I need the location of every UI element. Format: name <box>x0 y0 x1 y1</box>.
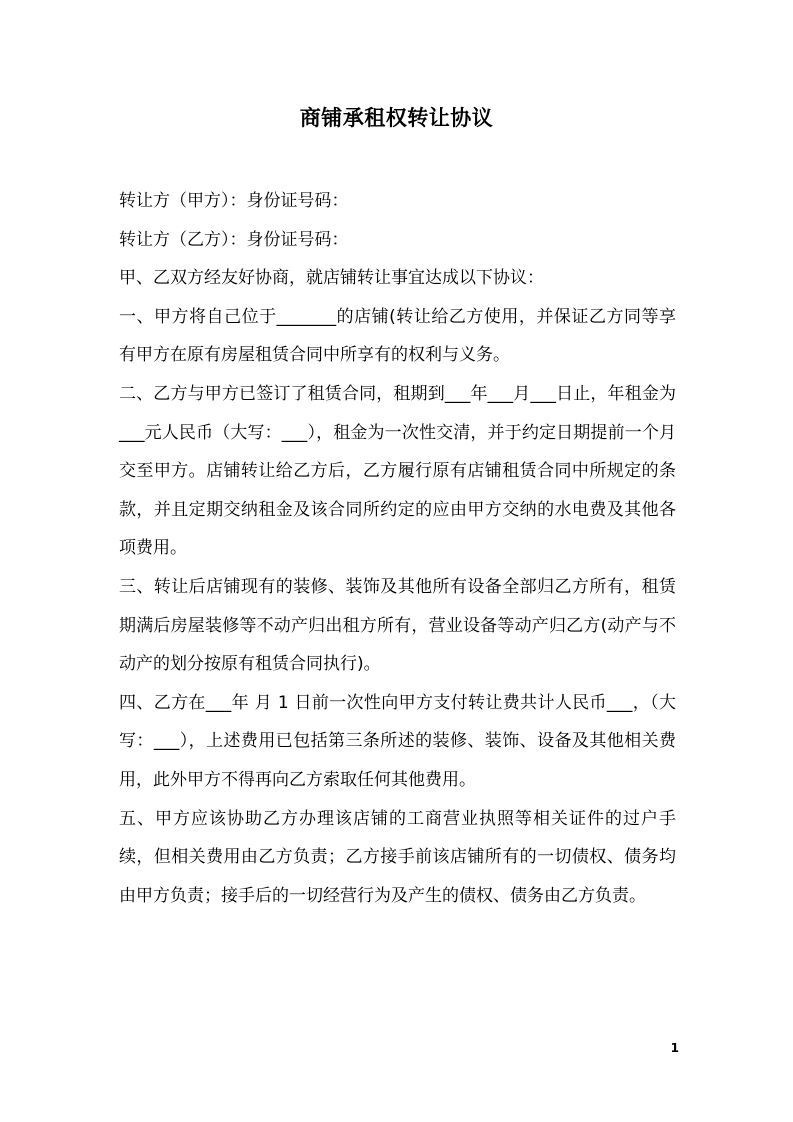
document-body <box>119 182 676 915</box>
party-a-line: 转让方（甲方）：身份证号码： <box>119 191 349 211</box>
document-title: 商铺承租权转让协议 <box>299 106 494 130</box>
party-b-line: 转让方（乙方）：身份证号码： <box>119 229 349 250</box>
clause-3: 三、转让后店铺现有的装修、装饰及其他所有设备全部归乙方所有，租赁期满后房屋装修等不动产归出租方所有，营业设备等动产归乙方(动产与不动产的划分按原有租赁合同执行)。 <box>119 576 676 675</box>
agreement-intro: 甲、乙双方经友好协商，就店铺转让事宜达成以下协议： <box>119 268 544 289</box>
clause-5: 五、甲方应该协助乙方办理该店铺的工商营业执照等相关证件的过户手续，但相关费用由乙方负责；乙方接手前该店铺所有的一切债权、债务均由甲方负责；接手后的一切经营行为及产生的债权、债务由乙方负责。 <box>119 808 676 906</box>
clause-2: 二、乙方与甲方已签订了租赁合同，租期到___年___月___日止，年租金为___元人民币（大写：___），租金为一次性交清，并于约定日期提前一个月交至甲方。店铺转让给乙方后，乙方履行原有店铺租赁合同中所规定的条款，并且定期交纳租金及该合同所约定的应由甲方交纳的水电费及其他各项费用。 <box>119 383 676 559</box>
clause-4: 四、乙方在___年 月 1 日前一次性向甲方支付转让费共计人民币___，（大写：___），上述费用已包括第三条所述的装修、装饰、设备及其他相关费用，此外甲方不得再向乙方索取任何其他费用。 <box>119 692 676 790</box>
clause-1: 一、甲方将自己位于_______的店铺(转让给乙方使用，并保证乙方同等享有甲方在原有房屋租赁合同中所享有的权利与义务。 <box>119 306 676 366</box>
page-number: 1 <box>670 1041 679 1055</box>
